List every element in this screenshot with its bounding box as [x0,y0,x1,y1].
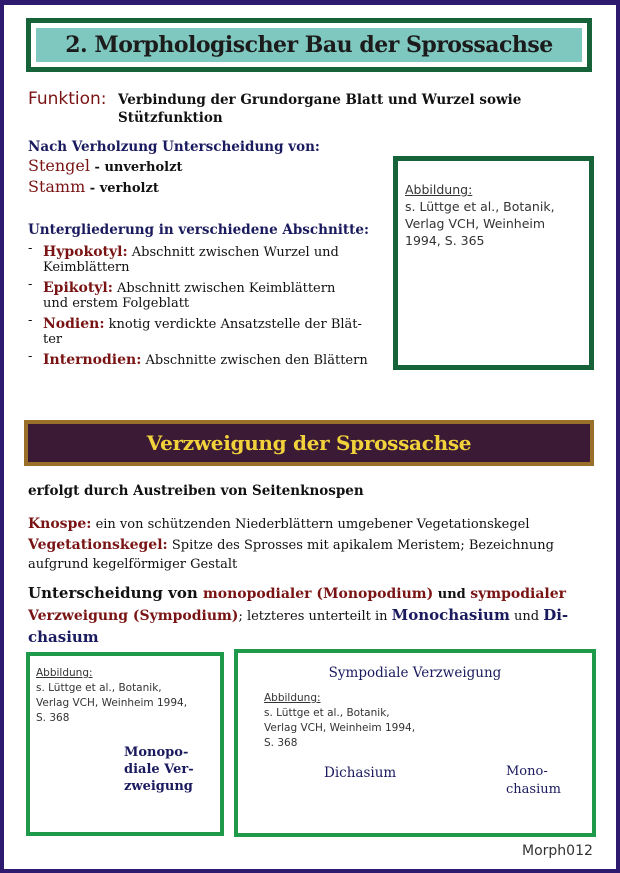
hypokotyl-term: Hypokotyl: [43,244,128,260]
stengel-term: Stengel [28,156,90,175]
title-box [26,18,592,72]
stamm-desc: - verholzt [85,181,159,196]
verholzung-heading: Nach Verholzung Unterscheidung von: [28,139,320,155]
unterscheidung-p1: Unterscheidung von [28,584,203,602]
figure1-ref-line: Verlag VCH, Weinheim [405,216,546,231]
unterscheidung-p2: und [433,587,471,602]
list-item: - Hypokotyl: Abschnitt zwischen Wurzel und Keimblättern [28,241,388,275]
list-item: - Nodien: knotig verdickte Ansatzstelle der Blät- ter [28,313,388,347]
section-header [24,420,594,466]
figure2-ref-line: S. 368 [36,712,70,724]
hypokotyl-desc-2: Keimblättern [43,260,130,275]
unterscheidung-p3: ; letzteres unterteilt in [238,609,392,624]
stengel-desc: - unverholzt [90,160,183,175]
stamm-term: Stamm [28,177,86,196]
figure2-ref-line: Verlag VCH, Weinheim 1994, [36,697,188,709]
abschnitte-block [28,222,388,368]
internodien-desc: Abschnitte zwischen den Blättern [141,353,368,368]
monopodial-term: monopodialer (Monopodium) [202,586,434,602]
funktion-line1: Verbindung der Grundorgane Blatt und Wurzel sowie [118,92,522,108]
figure2-caption: Monopo- [124,745,189,760]
figure-placeholder-2 [26,652,224,836]
figure2-caption: zweigung [124,779,193,794]
figure3-ref-line: s. Lüttge et al., Botanik, [264,707,390,719]
figure2-ref-line: s. Lüttge et al., Botanik, [36,682,162,694]
nodien-term: Nodien: [43,316,105,332]
monochasium-caption: chasium [506,782,561,797]
funktion-line2: Stützfunktion [118,110,223,126]
figure2-label: Abbildung: [36,667,93,679]
nodien-desc: knotig verdickte Ansatzstelle der Blät- [104,317,362,332]
monochasium-term: Monochasium [391,606,510,624]
verholzung-block [28,139,388,196]
vegetationskegel-desc: Spitze des Sprosses mit apikalem Meristem; Bezeichnung [167,538,554,553]
epikotyl-desc-2: und erstem Folgeblatt [43,296,190,311]
figure1-label: Abbildung: [405,182,473,197]
nodien-desc-2: ter [43,332,63,347]
section-title: Verzweigung der Sprossachse [146,431,472,455]
figure1-ref-line: s. Lüttge et al., Botanik, [405,199,555,214]
vegetationskegel-desc-2: aufgrund kegelförmiger Gestalt [28,557,238,572]
abschnitte-heading: Untergliederung in verschiedene Abschnitte: [28,222,369,238]
figure3-heading: Sympodiale Verzweigung [328,665,502,681]
sympodial-term: sympodialer [470,586,567,602]
page-code: Morph012 [522,843,593,859]
list-item: - Epikotyl: Abschnitt zwischen Keimblättern und erstem Folgeblatt [28,277,388,311]
figure2-caption: diale Ver- [124,762,194,777]
hypokotyl-desc: Abschnitt zwischen Wurzel und [127,245,339,260]
figure1-ref-line: 1994, S. 365 [405,233,485,248]
vegetationskegel-term: Vegetationskegel: [28,537,168,553]
monochasium-caption: Mono- [506,764,548,779]
epikotyl-term: Epikotyl: [43,280,113,296]
figure3-label: Abbildung: [264,692,321,704]
epikotyl-desc: Abschnitt zwischen Keimblättern [112,281,336,296]
internodien-term: Internodien: [43,352,142,368]
knospe-term: Knospe: [28,516,92,532]
figure3-ref-line: Verlag VCH, Weinheim 1994, [264,722,416,734]
page-title: 2. Morphologischer Bau der Sprossachse [36,28,582,62]
unterscheidung-p4: und [509,609,544,624]
figure3-ref-line: S. 368 [264,737,298,749]
dichasium-term: Di- [543,606,569,624]
austreiben-text: erfolgt durch Austreiben von Seitenknospen [28,483,364,499]
knospe-block [28,513,588,574]
funktion-label: Funktion: [28,89,107,109]
list-item: - Internodien: Abschnitte zwischen den Blättern [28,349,368,368]
dichasium-caption: Dichasium [324,765,397,781]
dichasium-term-2: chasium [28,628,99,646]
unterscheidung-block [28,583,588,648]
funktion-block [28,89,568,126]
figure-placeholder-1 [393,156,594,370]
knospe-desc: ein von schützenden Niederblättern umgebener Vegetationskegel [91,517,530,532]
sympodium-term: Verzweigung (Sympodium) [28,608,239,624]
figure-placeholder-3 [234,649,596,837]
